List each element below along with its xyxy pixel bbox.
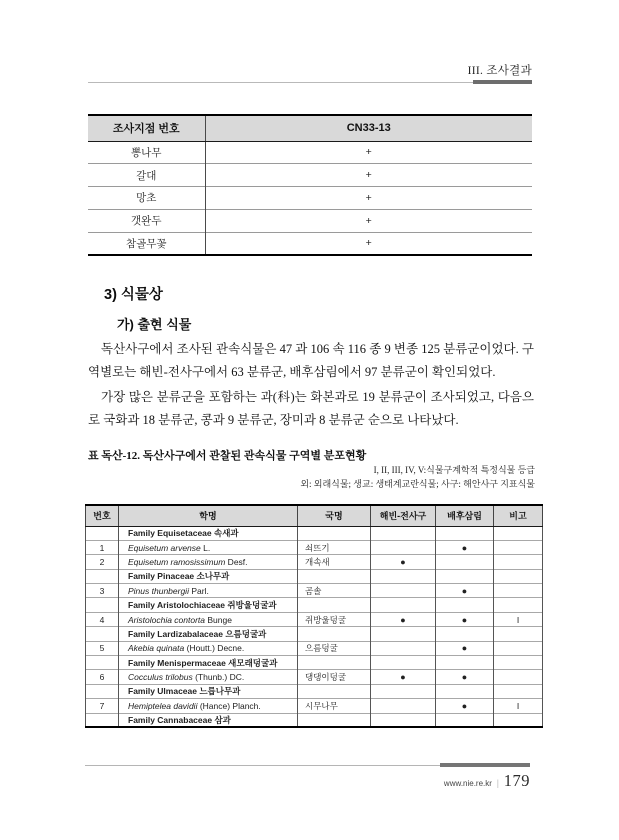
plant-name: 뽕나무: [88, 141, 205, 164]
back-forest-mark: ●: [436, 540, 494, 554]
footer-rule: [85, 763, 530, 766]
col-header-number: 번호: [86, 505, 119, 526]
korean-name: 개속새: [298, 555, 371, 569]
presence-mark: +: [205, 187, 532, 210]
legend-note-grades: I, II, III, IV, V:식물구계학적 특정식물 등급: [373, 465, 535, 475]
korean-name: [298, 526, 371, 540]
family-row: [86, 569, 543, 583]
back-forest-mark: [436, 555, 494, 569]
scientific-name: Equisetum arvense L.: [119, 540, 298, 554]
header-rule: [88, 80, 532, 83]
survey-point-table: [88, 114, 532, 256]
remark: [494, 584, 543, 598]
survey-row: [88, 232, 532, 255]
col-header-remarks: 비고: [494, 505, 543, 526]
family-name: Family Ulmaceae 느릅나무과: [119, 684, 298, 698]
remark: [494, 627, 543, 641]
back-forest-mark: ●: [436, 612, 494, 626]
scientific-name: Equisetum ramosissimum Desf.: [119, 555, 298, 569]
table-caption: 표 독산-12. 독산사구에서 관찰된 관속식물 구역별 분포현황: [88, 450, 367, 462]
beach-foredune-mark: [371, 713, 436, 727]
korean-name: 댕댕이덩굴: [298, 670, 371, 684]
family-row: [86, 526, 543, 540]
back-forest-mark: [436, 656, 494, 670]
korean-name: [298, 713, 371, 727]
row-number: 4: [86, 612, 119, 626]
korean-name: [298, 627, 371, 641]
remark: [494, 598, 543, 612]
scientific-name-italic: Cocculus trilobus: [128, 672, 193, 683]
remark: [494, 526, 543, 540]
back-forest-mark: ●: [436, 670, 494, 684]
scientific-name-italic: Equisetum arvense: [128, 542, 201, 553]
table-legend-notes: [300, 464, 535, 491]
beach-foredune-mark: [371, 540, 436, 554]
scientific-name-italic: Akebia quinata: [128, 643, 185, 654]
survey-point-code: CN33-13: [205, 115, 532, 141]
col-header-beach-foredune: 해빈-전사구: [371, 505, 436, 526]
footer-website: www.nie.re.kr: [443, 779, 492, 788]
species-row: [86, 641, 543, 655]
row-number: 7: [86, 699, 119, 713]
page-footer: [444, 771, 530, 791]
family-name: Family Lardizabalaceae 으름덩굴과: [119, 627, 298, 641]
remark: I: [494, 612, 543, 626]
back-forest-mark: ●: [436, 584, 494, 598]
footer-separator: |: [496, 778, 499, 788]
species-row: [86, 612, 543, 626]
remark: [494, 555, 543, 569]
survey-row: [88, 209, 532, 232]
species-row: [86, 555, 543, 569]
section-heading: 3) 식물상: [104, 287, 163, 303]
plant-name: 참골무꽃: [88, 232, 205, 255]
remark: [494, 569, 543, 583]
row-number: 1: [86, 540, 119, 554]
scientific-name-italic: Hemiptelea davidii: [128, 700, 198, 711]
beach-foredune-mark: [371, 699, 436, 713]
row-number: 3: [86, 584, 119, 598]
section-subheading: 가) 출현 식물: [117, 317, 192, 332]
col-header-scientific: 학명: [119, 505, 298, 526]
remark: [494, 670, 543, 684]
family-row: [86, 684, 543, 698]
row-number: 2: [86, 555, 119, 569]
row-number: [86, 598, 119, 612]
scientific-name-italic: Aristolochia contorta: [128, 614, 206, 625]
family-name: Family Equisetaceae 속새과: [119, 526, 298, 540]
beach-foredune-mark: ●: [371, 612, 436, 626]
body-paragraph-1: 독산사구에서 조사된 관속식물은 47 과 106 속 116 종 9 변종 125 분류군이었다. 구역별로는 해빈-전사구에서 63 분류군, 배후삼림에서 97 분류군이 확인되었다.: [88, 342, 534, 379]
back-forest-mark: [436, 627, 494, 641]
species-row: [86, 540, 543, 554]
beach-foredune-mark: [371, 569, 436, 583]
species-row: [86, 699, 543, 713]
remark: [494, 540, 543, 554]
survey-point-label: 조사지점 번호: [88, 115, 205, 141]
back-forest-mark: ●: [436, 641, 494, 655]
back-forest-mark: ●: [436, 699, 494, 713]
page-header-title: III. 조사결과: [467, 65, 532, 77]
body-paragraph-2: 가장 많은 분류군을 포함하는 과(科)는 화본과로 19 분류군이 조사되었고, 다음으로 국화과 18 분류군, 콩과 9 분류군, 장미과 8 분류군 순으로 나타났다.: [88, 390, 534, 427]
remark: I: [494, 699, 543, 713]
korean-name: [298, 598, 371, 612]
back-forest-mark: [436, 526, 494, 540]
scientific-name-italic: Pinus thunbergii: [128, 585, 189, 596]
scientific-name: Pinus thunbergii Parl.: [119, 584, 298, 598]
remark: [494, 641, 543, 655]
family-row: [86, 656, 543, 670]
back-forest-mark: [436, 569, 494, 583]
row-number: 5: [86, 641, 119, 655]
beach-foredune-mark: ●: [371, 670, 436, 684]
family-name: Family Menispermaceae 새모래덩굴과: [119, 656, 298, 670]
scientific-name-italic: Equisetum ramosissimum: [128, 556, 226, 567]
plant-distribution-table: [85, 504, 543, 728]
distribution-table-header-row: [86, 505, 543, 526]
family-row: [86, 598, 543, 612]
survey-row: [88, 164, 532, 187]
survey-row: [88, 141, 532, 164]
korean-name: 시무나무: [298, 699, 371, 713]
survey-row: [88, 187, 532, 210]
footer-rule-accent: [440, 763, 530, 767]
row-number: [86, 569, 119, 583]
korean-name: 쇠뜨기: [298, 540, 371, 554]
plant-name: 갈대: [88, 164, 205, 187]
korean-name: 으름덩굴: [298, 641, 371, 655]
family-name: Family Cannabaceae 삼과: [119, 713, 298, 727]
back-forest-mark: [436, 598, 494, 612]
plant-name: 망초: [88, 187, 205, 210]
scientific-name: Cocculus trilobus (Thunb.) DC.: [119, 670, 298, 684]
remark: [494, 713, 543, 727]
beach-foredune-mark: [371, 584, 436, 598]
scientific-name: Hemiptelea davidii (Hance) Planch.: [119, 699, 298, 713]
scientific-name: Akebia quinata (Houtt.) Decne.: [119, 641, 298, 655]
family-row: [86, 627, 543, 641]
back-forest-mark: [436, 713, 494, 727]
family-name: Family Aristolochiaceae 쥐방울덩굴과: [119, 598, 298, 612]
header-rule-accent: [473, 80, 532, 84]
beach-foredune-mark: [371, 526, 436, 540]
back-forest-mark: [436, 684, 494, 698]
beach-foredune-mark: [371, 627, 436, 641]
korean-name: [298, 569, 371, 583]
scientific-name: Aristolochia contorta Bunge: [119, 612, 298, 626]
korean-name: [298, 684, 371, 698]
family-name: Family Pinaceae 소나무과: [119, 569, 298, 583]
remark: [494, 684, 543, 698]
row-number: [86, 526, 119, 540]
row-number: [86, 713, 119, 727]
family-row: [86, 713, 543, 727]
presence-mark: +: [365, 146, 372, 159]
beach-foredune-mark: [371, 684, 436, 698]
beach-foredune-mark: [371, 641, 436, 655]
species-row: [86, 584, 543, 598]
remark: [494, 656, 543, 670]
row-number: [86, 627, 119, 641]
col-header-korean-name: 국명: [298, 505, 371, 526]
korean-name: 쥐방울덩굴: [298, 612, 371, 626]
presence-mark: +: [205, 232, 532, 255]
survey-table-header-row: [88, 115, 532, 141]
row-number: [86, 656, 119, 670]
species-row: [86, 670, 543, 684]
col-header-back-forest: 배후삼림: [436, 505, 494, 526]
presence-mark: +: [205, 209, 532, 232]
presence-mark: +: [205, 164, 532, 187]
beach-foredune-mark: ●: [371, 555, 436, 569]
plant-name: 갯완두: [88, 209, 205, 232]
row-number: 6: [86, 670, 119, 684]
beach-foredune-mark: [371, 656, 436, 670]
korean-name: [298, 656, 371, 670]
beach-foredune-mark: [371, 598, 436, 612]
korean-name: 곰솔: [298, 584, 371, 598]
page-number: 179: [503, 771, 530, 790]
legend-note-abbreviations: 외: 외래식물; 생교: 생태계교란식물; 사구: 해안사구 지표식물: [300, 478, 535, 489]
row-number: [86, 684, 119, 698]
